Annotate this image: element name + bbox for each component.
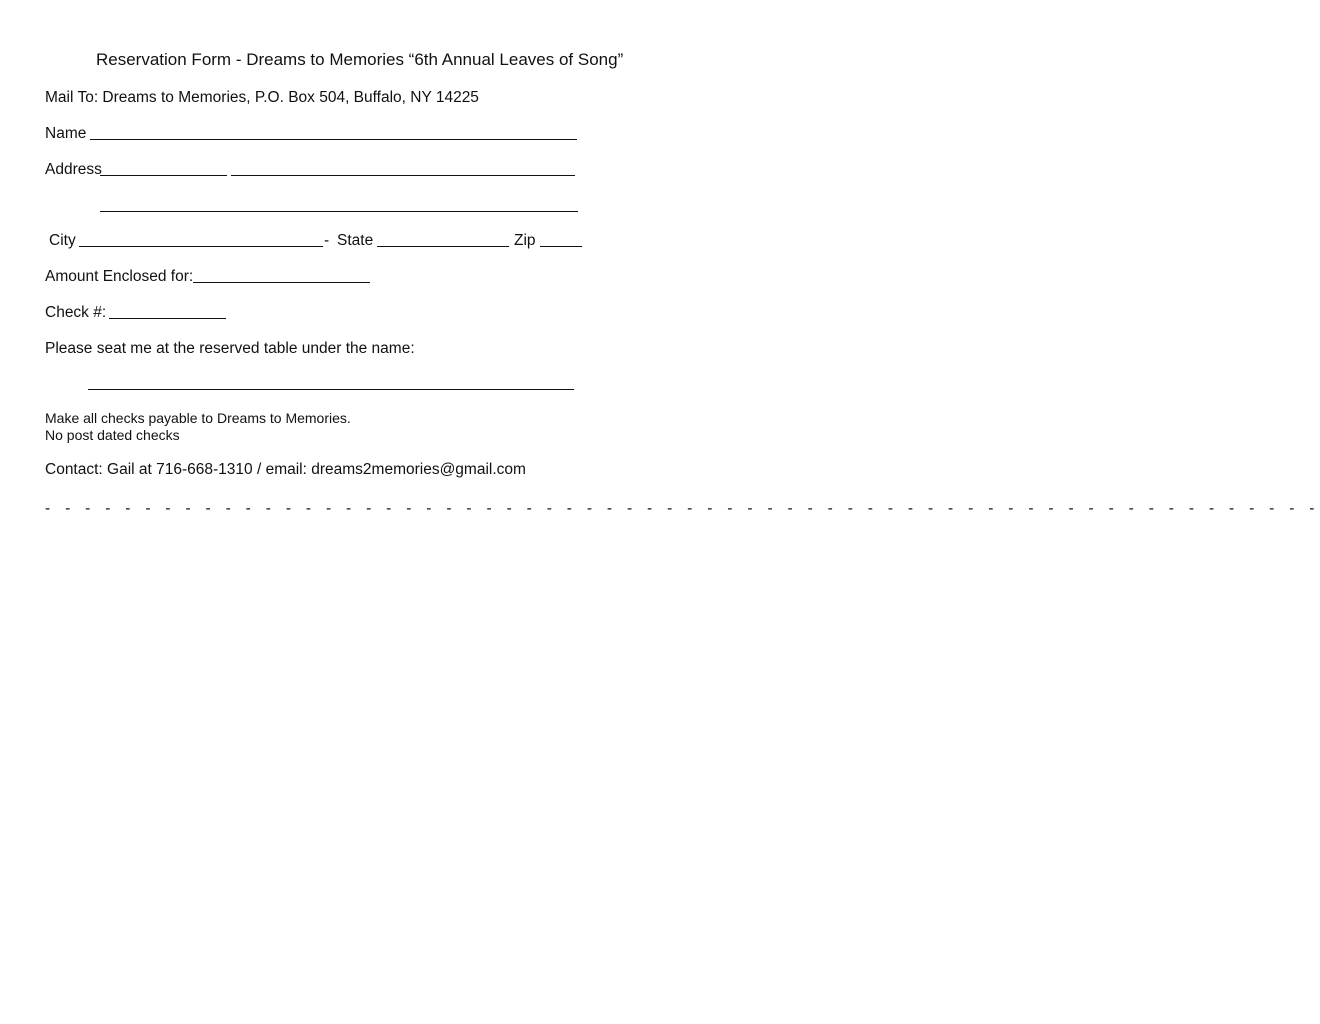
amount-underline [193, 282, 370, 283]
amount-label: Amount Enclosed for: [45, 268, 194, 285]
city-label: City [49, 232, 76, 249]
city-input[interactable] [81, 230, 324, 246]
state-input[interactable] [379, 230, 510, 246]
zip-label: Zip [514, 232, 536, 249]
cut-line: - - - - - - - - - - - - - - - - - - - - - - - - - - - - - - - - - - - - - - - - - - - - - - - - - - - - - - - - - - - - - - - - [45, 500, 1320, 517]
seat-name-underline [88, 389, 574, 390]
seat-name-input[interactable] [90, 372, 575, 388]
address-underline-3 [100, 211, 578, 212]
form-title: Reservation Form - Dreams to Memories “6th Annual Leaves of Song” [96, 50, 624, 69]
city-underline [79, 246, 323, 247]
amount-input[interactable] [195, 266, 371, 282]
seat-label: Please seat me at the reserved table under the name: [45, 340, 415, 357]
address-input-3[interactable] [102, 195, 579, 211]
check-number-underline [109, 318, 226, 319]
address-underline-2 [231, 175, 575, 176]
name-label: Name [45, 125, 87, 142]
address-input-2[interactable] [233, 159, 576, 175]
zip-underline [540, 246, 582, 247]
name-input[interactable] [92, 123, 578, 139]
post-dated-note: No post dated checks [45, 427, 180, 443]
zip-input[interactable] [541, 230, 584, 246]
address-underline-1 [100, 175, 227, 176]
contact-info: Contact: Gail at 716-668-1310 / email: dreams2memories@gmail.com [45, 461, 526, 478]
name-underline [90, 139, 577, 140]
state-underline [377, 246, 509, 247]
check-number-input[interactable] [111, 302, 227, 318]
mail-to-address: Mail To: Dreams to Memories, P.O. Box 504, Buffalo, NY 14225 [45, 89, 479, 106]
address-label: Address [45, 161, 102, 178]
payable-note: Make all checks payable to Dreams to Memories. [45, 410, 351, 426]
state-label: State [337, 232, 374, 249]
city-state-dash: - [324, 232, 330, 249]
address-input-1[interactable] [102, 159, 228, 175]
check-number-label: Check #: [45, 304, 107, 321]
